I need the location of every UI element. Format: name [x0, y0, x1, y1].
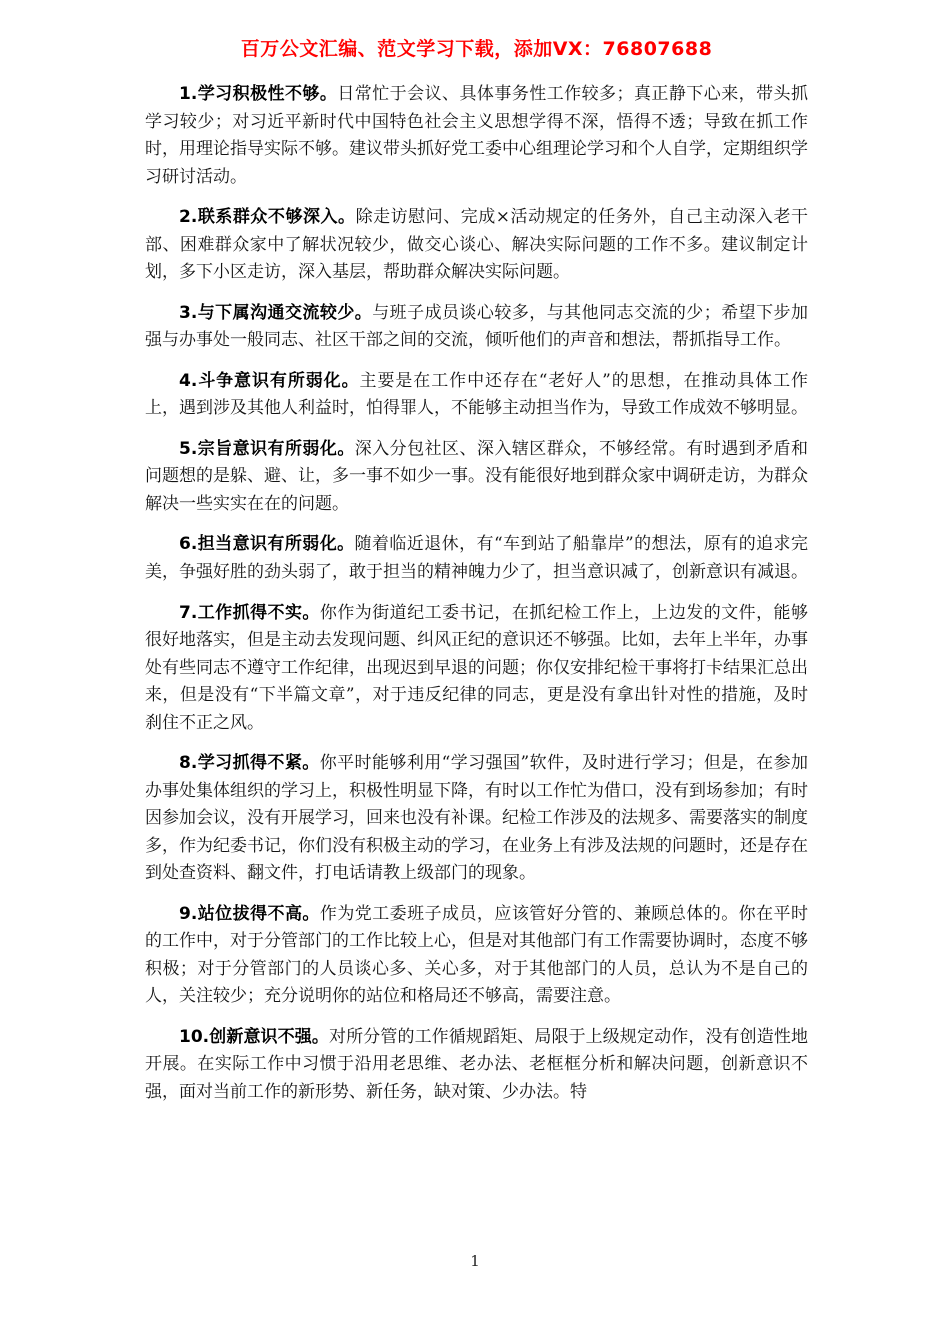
- page-number: 1: [470, 1252, 480, 1270]
- paragraph: [145, 531, 808, 586]
- paragraph: [145, 901, 808, 1011]
- paragraph: [145, 300, 808, 355]
- paragraph-body: 作为党工委班子成员，应该管好分管的、兼顾总体的。你在平时的工作中，对于分管部门的工作比较上心，但是对其他部门有工作需要协调时，态度不够积极；对于分管部门的人员谈心多、关心多，对于其他部门的人员，总认为不是自己的人，关注较少；充分说明你的站位和格局还不够高，需要注意。: [145, 903, 809, 1007]
- paragraph-body: 除走访慰问、完成×活动规定的任务外，自己主动深入老干部、困难群众家中了解状况较少，做交心谈心、解决实际问题的工作不多。建议制定计划，多下小区走访，深入基层，帮助群众解决实际问题。: [145, 207, 808, 283]
- paragraph-body: 日常忙于会议、具体事务性工作较多；真正静下心来，带头抓学习较少；对习近平新时代中国特色社会主义思想学得不深，悟得不透；导致在抓工作时，用理论指导实际不够。建议带头抓好党工委中心组理论学习和个人自学，定期组织学习研讨活动。: [145, 84, 808, 187]
- paragraph: [145, 600, 808, 738]
- paragraph: [145, 81, 808, 191]
- paragraph-body: 你作为街道纪工委书记，在抓纪检工作上，上边发的文件，能够很好地落实，但是主动去发现问题、纠风正纪的意识还不够强。比如，去年上半年，办事处有些同志不遵守工作纪律，出现迟到早退的问题；你仅安排纪检干事将打卡结果汇总出来，但是没有“下半篇文章”，对于违反纪律的同志，更是没有拿出针对性的措施，及时刹住不正之风。: [145, 602, 809, 733]
- paragraph: [145, 204, 808, 287]
- paragraph-body: 主要是在工作中还存在“老好人”的思想，在推动具体工作上，遇到涉及其他人利益时，怕得罪人，不能够主动担当作为，导致工作成效不够明显。: [145, 370, 808, 419]
- paragraph-body: 深入分包社区、深入辖区群众，不够经常。有时遇到矛盾和问题想的是躲、避、让，多一事不如少一事。没有能很好地到群众家中调研走访，为群众解决一些实实在在的问题。: [145, 438, 808, 514]
- paragraph: [145, 368, 808, 423]
- paragraph-body: 与班子成员谈心较多，与其他同志交流的少；希望下步加强与办事处一般同志、社区干部之间的交流，倾听他们的声音和想法，帮抓指导工作。: [145, 302, 809, 351]
- paragraph-lead: 10.创新意识不强。: [179, 1026, 330, 1047]
- paragraph: [145, 750, 808, 888]
- paragraph-lead: 6.担当意识有所弱化。: [179, 534, 355, 555]
- paragraph-lead: 2.联系群众不够深入。: [179, 207, 356, 228]
- paragraph-lead: 3.与下属沟通交流较少。: [179, 302, 373, 323]
- paragraph: [145, 436, 808, 519]
- paragraph-lead: 9.站位拔得不高。: [179, 903, 320, 924]
- paragraph-body: 对所分管的工作循规蹈矩、局限于上级规定动作，没有创造性地开展。在实际工作中习惯于沿用老思维、老办法、老框框分析和解决问题，创新意识不强，面对当前工作的新形势、新任务，缺对策、少办法。特: [145, 1026, 809, 1102]
- paragraph-body: 你平时能够利用“学习强国”软件，及时进行学习；但是，在参加办事处集体组织的学习上，积极性明显下降，有时以工作忙为借口，没有到场参加；有时因参加会议，没有开展学习，回来也没有补课。纪检工作涉及的法规多、需要落实的制度多，作为纪委书记，你们没有积极主动的学习，在业务上有涉及法规的问题时，还是存在到处查资料、翻文件，打电话请教上级部门的现象。: [145, 753, 808, 884]
- paragraph-body: 随着临近退休，有“车到站了船靠岸”的想法，原有的追求完美，争强好胜的劲头弱了，敢于担当的精神魄力少了，担当意识减了，创新意识有减退。: [145, 534, 808, 582]
- paragraph-lead: 8.学习抓得不紧。: [179, 753, 320, 774]
- promo-header-text: 百万公文汇编、范文学习下载，添加VX：76807688: [240, 38, 713, 60]
- paragraph-lead: 7.工作抓得不实。: [179, 602, 320, 623]
- paragraph-lead: 4.斗争意识有所弱化。: [179, 370, 360, 391]
- paragraph: [145, 1024, 808, 1107]
- paragraph-lead: 1.学习积极性不够。: [179, 84, 338, 104]
- paragraph-lead: 5.宗旨意识有所弱化。: [179, 438, 355, 459]
